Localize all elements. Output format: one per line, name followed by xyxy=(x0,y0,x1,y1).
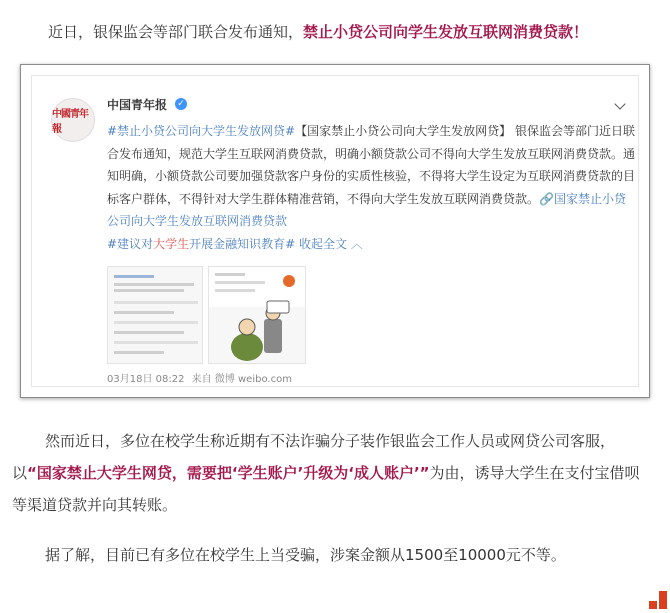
hashtag-education-post: 开展金融知识教育# xyxy=(189,236,296,251)
source: 来自 微博 weibo.com xyxy=(191,374,292,385)
corner-decoration-icon xyxy=(649,591,667,609)
intro-text: 近日，银保监会等部门联合发布通知， xyxy=(48,23,304,41)
intro-line xyxy=(48,18,588,46)
paragraph-1-quote: “国家禁止大学生网贷，需要把‘学生账户’升级为‘成人账户’” xyxy=(27,464,430,482)
collapse-link[interactable]: 收起全文 ︿ xyxy=(295,236,363,251)
weibo-screenshot-card xyxy=(20,64,650,398)
paragraph-1-post: 为由，诱导大学生在支付宝借呗等渠道贷款并向其转账。 xyxy=(12,464,640,514)
verified-check-icon: ✓ xyxy=(175,98,187,110)
paragraph-1 xyxy=(12,425,652,521)
avatar-logo-text: 中國青年報 xyxy=(52,109,88,135)
paragraph-1-pre: 然而近日，多位在校学生称近期有不法诈骗分子装作银监会工作人员或网贷公司客服，以 xyxy=(12,432,616,482)
collapse-label: 收起全文 xyxy=(295,236,347,251)
cartoon-illustration xyxy=(209,267,305,363)
image-thumbnail-2[interactable] xyxy=(208,266,306,364)
hashtag-link[interactable]: #禁止小贷公司向大学生发放网贷# xyxy=(107,124,296,138)
article-link[interactable]: 🔗国家禁止小贷公司向大学生发放互联网消费贷款 xyxy=(107,191,626,228)
image-thumbnail-1[interactable] xyxy=(107,266,203,364)
post-text xyxy=(107,120,637,255)
paragraph-2: 据了解，目前已有多位在校学生上当受骗，涉案金额从1500至10000元不等。 xyxy=(45,546,566,564)
hashtag-education[interactable] xyxy=(107,237,295,251)
post-headline: 【国家禁止小贷公司向大学生发放网贷】 xyxy=(295,124,512,138)
chevron-down-icon[interactable] xyxy=(614,98,625,109)
post-meta xyxy=(107,370,292,385)
account-name[interactable]: 中国青年报 xyxy=(107,98,168,112)
hashtag-education-pre: #建议对 xyxy=(107,236,154,251)
post-body: 银保监会等部门近日联合发布通知，规范大学生互联网消费贷款，明确小额贷款公司不得向大学生发放互联网消费贷款。通知明确，小额贷款公司要加强贷款客户身份的实质性核验，不得将大学生设定为互联网消费贷款的目标客户群体，不得针对大学生群体精准营销，不得向大学生发放互联网消费贷款。 xyxy=(107,124,636,206)
timestamp[interactable]: 03月18日 08:22 xyxy=(107,374,185,385)
weibo-post xyxy=(31,75,639,387)
hashtag-education-highlight: 大学生 xyxy=(153,236,190,251)
article-link-text: 国家禁止小贷公司向大学生发放互联网消费贷款 xyxy=(107,191,626,228)
intro-highlight: 禁止小贷公司向学生发放互联网消费贷款！ xyxy=(303,23,589,41)
avatar[interactable] xyxy=(51,98,95,142)
